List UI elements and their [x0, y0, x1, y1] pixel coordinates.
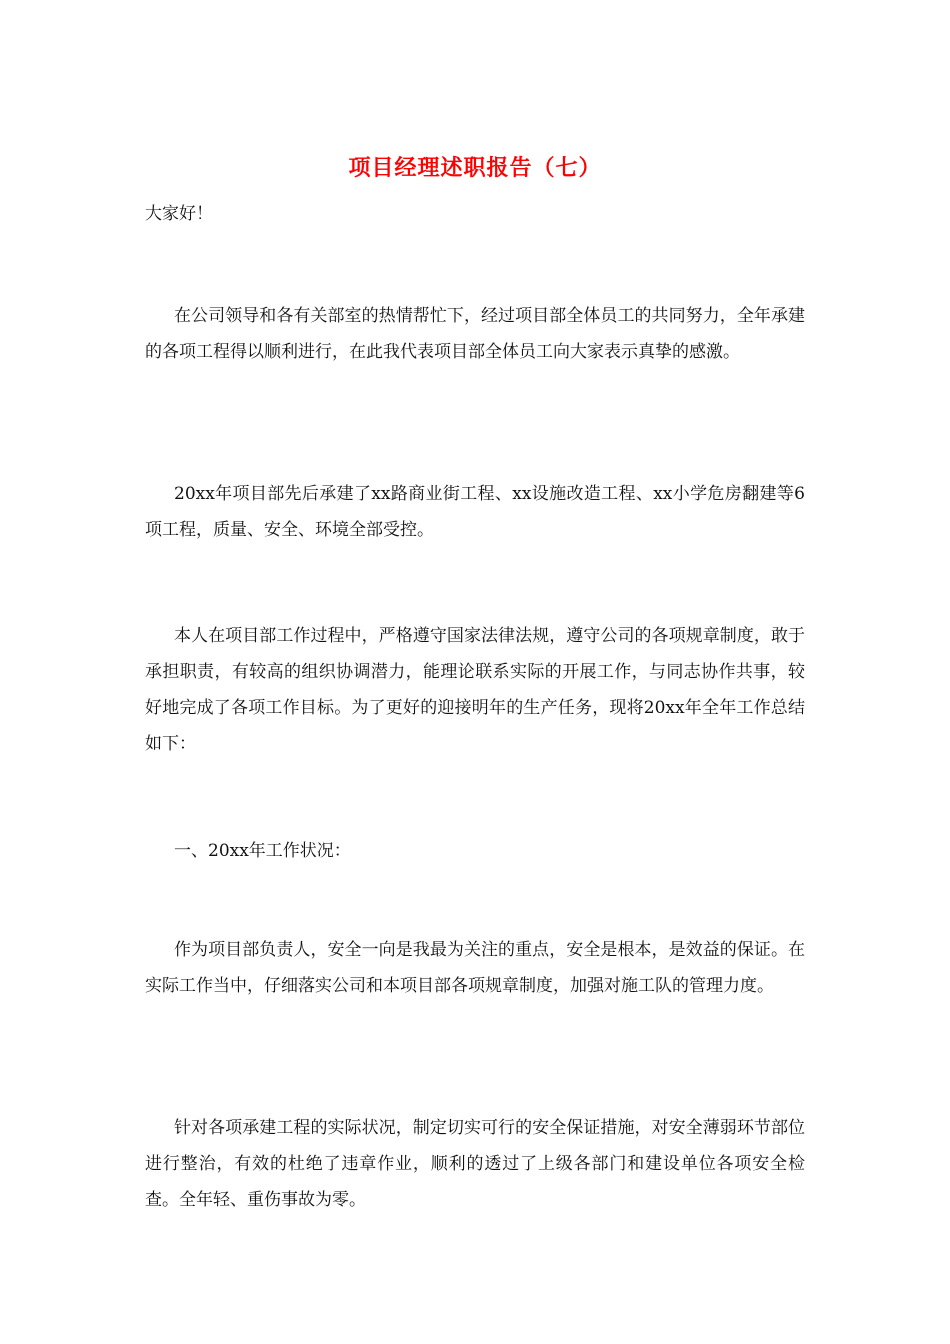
paragraph-projects: 20xx年项目部先后承建了xx路商业街工程、xx设施改造工程、xx小学危房翻建等6项工程，质量、安全、环境全部受控。 — [145, 484, 805, 540]
paragraph-safety-measures: 针对各项承建工程的实际状况，制定切实可行的安全保证措施，对安全薄弱环节部位进行整治，有效的杜绝了违章作业，顺利的透过了上级各部门和建设单位各项安全检查。全年轻、重伤事故为零。 — [145, 1118, 805, 1210]
paragraph-self-review: 本人在项目部工作过程中，严格遵守国家法律法规，遵守公司的各项规章制度，敢于承担职责，有较高的组织协调潜力，能理论联系实际的开展工作，与同志协作共事，较好地完成了各项工作目标。为了更好的迎接明年的生产任务，现将20xx年全年工作总结如下： — [145, 626, 805, 754]
paragraph-intro: 在公司领导和各有关部室的热情帮忙下，经过项目部全体员工的共同努力，全年承建的各项工程得以顺利进行，在此我代表项目部全体员工向大家表示真挚的感激。 — [145, 306, 805, 362]
section-heading: 一、20xx年工作状况： — [174, 841, 351, 861]
greeting: 大家好！ — [145, 204, 213, 224]
paragraph-safety: 作为项目部负责人，安全一向是我最为关注的重点，安全是根本，是效益的保证。在实际工作当中，仔细落实公司和本项目部各项规章制度，加强对施工队的管理力度。 — [145, 940, 805, 996]
document-title: 项目经理述职报告（七） — [348, 155, 602, 181]
